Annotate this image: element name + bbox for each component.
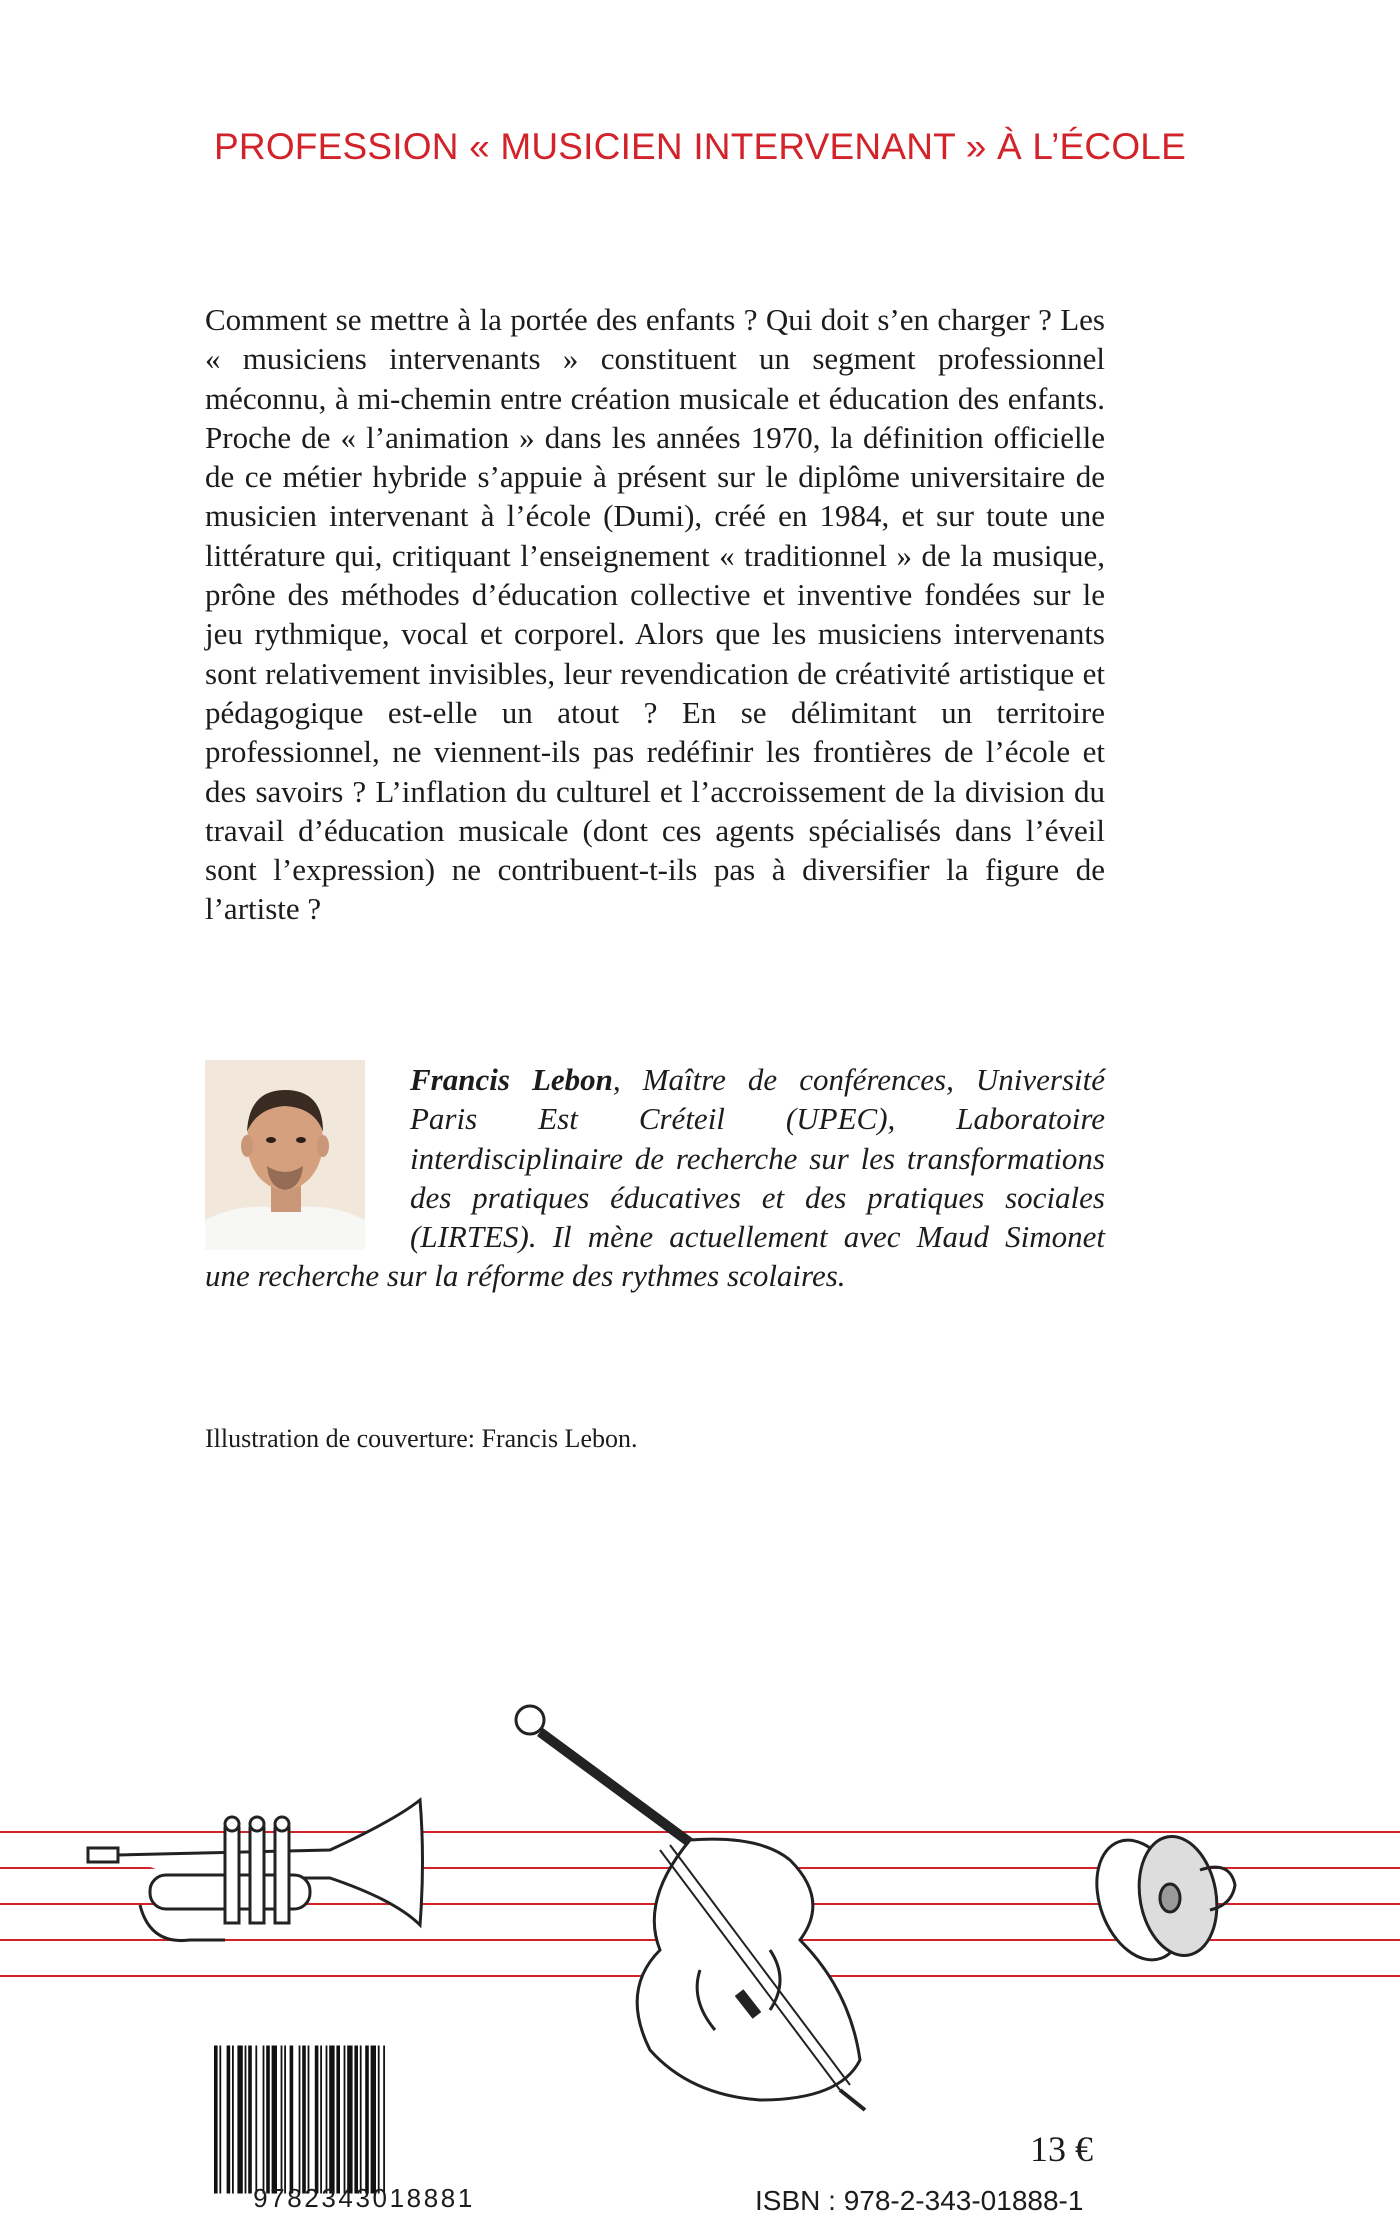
barcode-bar bbox=[227, 2046, 231, 2194]
barcode-bar bbox=[219, 2046, 221, 2194]
price: 13 € bbox=[1030, 2129, 1093, 2169]
barcode-bar bbox=[263, 2046, 265, 2194]
barcode-bar bbox=[378, 2046, 380, 2194]
barcode-bar bbox=[320, 2046, 322, 2194]
barcode-bar bbox=[347, 2046, 352, 2194]
barcode-bar bbox=[255, 2046, 257, 2194]
barcode-bar bbox=[365, 2046, 369, 2194]
author-bio bbox=[205, 1060, 1105, 1296]
cover-title: PROFESSION « MUSICIEN INTERVENANT » À L’ÉCOLE bbox=[214, 126, 1186, 167]
trumpet-icon bbox=[88, 1800, 423, 1941]
barcode-bar bbox=[329, 2046, 334, 2194]
barcode-bar bbox=[248, 2046, 252, 2194]
barcode-bar bbox=[245, 2046, 247, 2194]
barcode-bar bbox=[272, 2046, 277, 2194]
barcode-bar bbox=[371, 2046, 376, 2194]
barcode-bar bbox=[237, 2046, 242, 2194]
barcode-bar bbox=[266, 2046, 270, 2194]
cello-icon bbox=[516, 1706, 865, 2110]
author-description: , Maître de conférences, Université Paris Est Créteil (UPEC), Laboratoire interdisciplinaire de recherche sur les transformations des pratiques éducatives et des pratiques sociales (LIRTES). Il mène actuellement avec Maud Simonet une recherche sur la réforme des rythmes scolaires. bbox=[205, 1062, 1106, 1294]
barcode-bar bbox=[336, 2046, 340, 2194]
barcode-bar bbox=[302, 2046, 306, 2194]
back-cover-blurb: Comment se mettre à la portée des enfants ? Qui doit s’en charger ? Les « musiciens intervenants » constituent un segment professionnel méconnu, à mi-chemin entre création musicale et éducation des enfants. Proche de « l’animation » dans les années 1970, la définition officielle de ce métier hybride s’appuie à présent sur le diplôme universitaire de musicien intervenant à l’école (Dumi), créé en 1984, et sur toute une littérature qui, critiquant l’enseignement « traditionnel » de la musique, prône des méthodes d’éducation collective et inventive fondées sur le jeu rythmique, vocal et corporel. Alors que les musiciens intervenants sont relativement invisibles, leur revendication de créativité artistique et pédagogique est-elle un atout ? En se délimitant un territoire professionnel, ne viennent-ils pas redéfinir les frontières de l’école et des savoirs ? L’inflation du culturel et l’accroissement de la division du travail d’éducation musicale (dont ces agents spécialisés dans l’éveil sont l’expression) ne contribuent-t-ils pas à diversifier la figure de l’artiste ? bbox=[205, 302, 1105, 927]
isbn: ISBN : 978-2-343-01888-1 bbox=[755, 2185, 1084, 2216]
barcode-bar bbox=[360, 2046, 362, 2194]
barcode-bar bbox=[290, 2046, 294, 2194]
barcode-bar bbox=[232, 2046, 234, 2194]
barcode-bar bbox=[281, 2046, 283, 2194]
illustration-credit: Illustration de couverture: Francis Lebon. bbox=[205, 1424, 638, 1453]
barcode-bar bbox=[299, 2046, 301, 2194]
barcode-bar bbox=[354, 2046, 358, 2194]
barcode-bar bbox=[284, 2046, 286, 2194]
barcode-bar bbox=[308, 2046, 310, 2194]
barcode-bar bbox=[383, 2046, 385, 2194]
author-name: Francis Lebon bbox=[410, 1062, 613, 1097]
barcode-bar bbox=[344, 2046, 346, 2194]
cymbals-icon bbox=[1081, 1828, 1235, 1972]
barcode-digits: 9782343018881 bbox=[253, 2183, 475, 2213]
barcode-bar bbox=[214, 2046, 218, 2194]
barcode-bar bbox=[326, 2046, 328, 2194]
barcode-bar bbox=[315, 2046, 319, 2194]
